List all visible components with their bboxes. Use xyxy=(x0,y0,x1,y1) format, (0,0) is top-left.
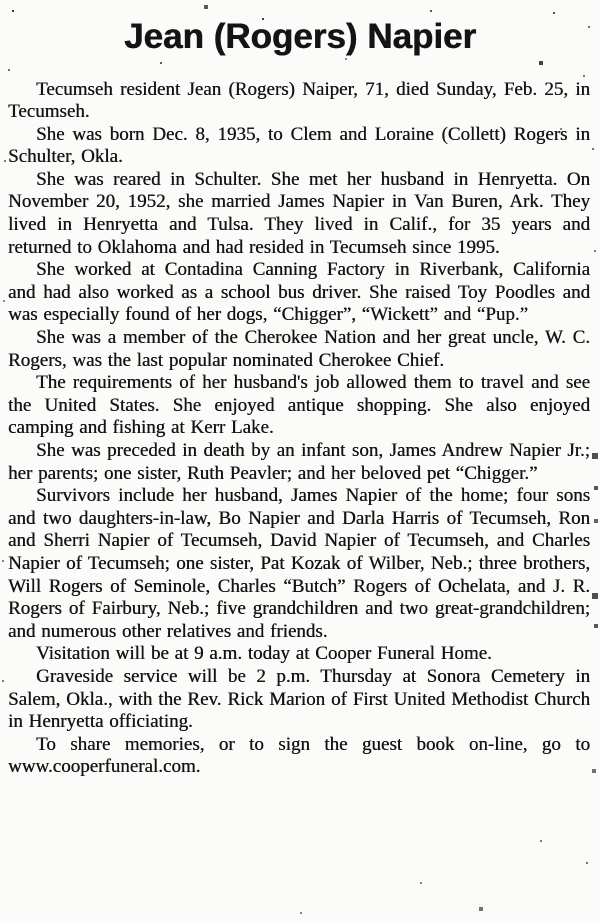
obituary-paragraph: The requirements of her husband's job allowed them to travel and see the United States. She enjoyed antique shopping. She also enjoyed camping and fishing at Kerr Lake. xyxy=(8,372,590,439)
obituary-paragraph: She was a member of the Cherokee Nation and her great uncle, W. C. Rogers, was the last popular nominated Cherokee Chief. xyxy=(8,327,590,371)
obituary-paragraph: She was reared in Schulter. She met her husband in Henryetta. On November 20, 1952, she married James Napier in Van Buren, Ark. They lived in Henryetta and Tulsa. They lived in Calif., for 35 years and returned to Oklahoma and had resided in Tecumseh since 1995. xyxy=(8,168,590,258)
obituary-title: Jean (Rogers) Napier xyxy=(123,17,477,56)
obituary-paragraph: Visitation will be at 9 a.m. today at Cooper Funeral Home. xyxy=(36,643,492,665)
obituary-paragraph: She was preceded in death by an infant son, James Andrew Napier Jr.; her parents; one sister, Ruth Peavler; and her beloved pet “Chigger.” xyxy=(8,440,590,484)
obituary-body xyxy=(0,79,600,779)
obituary-paragraph: To share memories, or to sign the guest book on-line, go to www.cooperfuneral.com. xyxy=(8,733,590,778)
obituary-paragraph: Tecumseh resident Jean (Rogers) Naiper, 71, died Sunday, Feb. 25, in Tecumseh. xyxy=(8,78,590,123)
obituary-paragraph: Survivors include her husband, James Napier of the home; four sons and two daughters-in-law, Bo Napier and Darla Harris of Tecumseh, Ron and Sherri Napier of Tecumseh, David Napier of Tecumseh, and Charles Napier of Tecumseh; one sister, Pat Kozak of Wilber, Neb.; three brothers, Will Rogers of Seminole, Charles “Butch” Rogers of Ochelata, and J. R. Rogers of Fairbury, Neb.; five grandchildren and two great-grandchildren; and numerous other relatives and friends. xyxy=(8,485,590,642)
obituary-paragraph: She was born Dec. 8, 1935, to Clem and Loraine (Collett) Rogers in Schulter, Okla. xyxy=(8,123,590,168)
obituary-paragraph: Graveside service will be 2 p.m. Thursday at Sonora Cemetery in Salem, Okla., with the Rev. Rick Marion of First United Methodist Church in Henryetta officiating. xyxy=(8,665,590,733)
obituary-paragraph: She worked at Contadina Canning Factory in Riverbank, California and had also worked as a school bus driver. She raised Toy Poodles and was especially found of her dogs, “Chigger”, “Wickett” and “Pup.” xyxy=(8,259,590,326)
